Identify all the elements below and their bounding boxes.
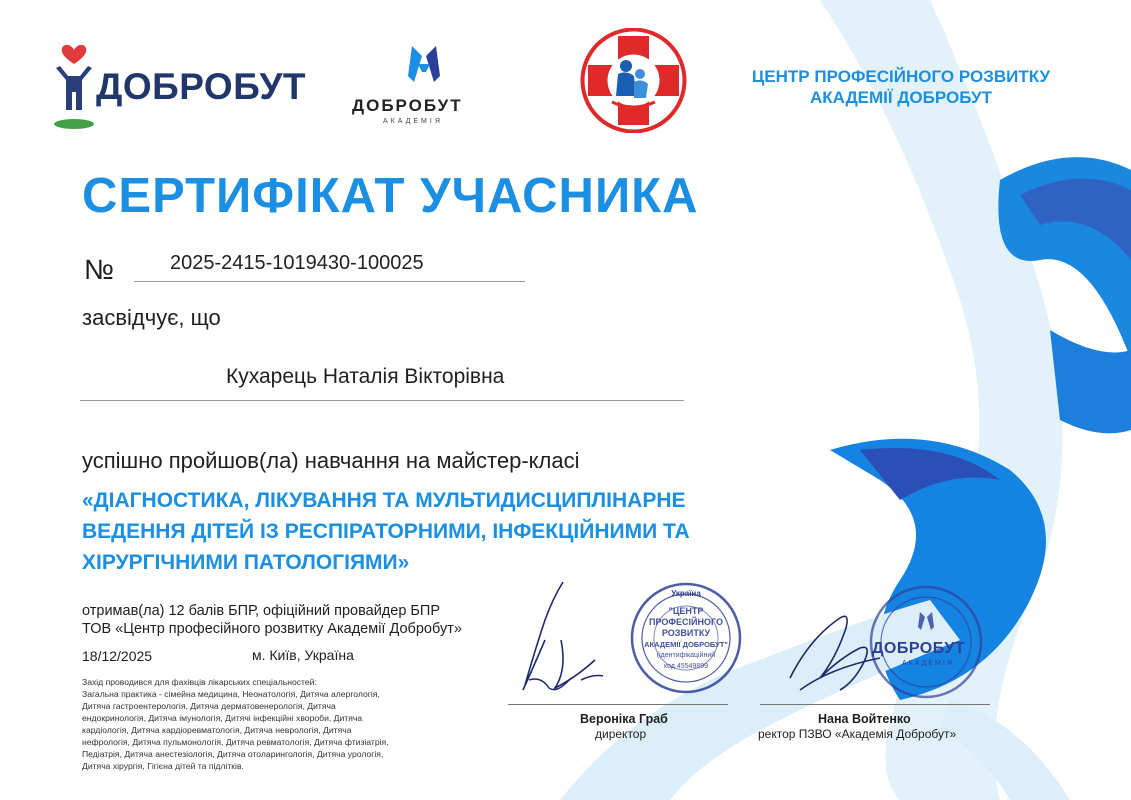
specialties-line: кардіологія, Дитяча кардіоревматологія, Дитяча неврологія, Дитяча (82, 725, 352, 735)
specialties-line: Дитяча хірургія, Гігієна дітей та підлітків. (82, 761, 244, 771)
signer-2-role: ректор ПЗВО «Академія Добробут» (758, 727, 957, 741)
stamp-country: Україна (671, 589, 701, 598)
red-cross-emblem-icon (580, 28, 687, 133)
certifies-text: засвідчує, що (82, 305, 221, 330)
issue-date: 18/12/2025 (82, 648, 153, 664)
center-title-line1: ЦЕНТР ПРОФЕСІЙНОГО РОЗВИТКУ (751, 67, 1051, 86)
stamp-line: (ідентифікаційний (656, 652, 716, 659)
dobrobut-person-heart-icon (52, 40, 96, 132)
specialties-list (82, 676, 472, 772)
provider-line: ТОВ «Центр професійного розвитку Академії Добробут» (82, 621, 462, 637)
academy-stamp-name: ДОБРОБУТ (872, 640, 966, 657)
course-title-line: ВЕДЕННЯ ДІТЕЙ ІЗ РЕСПІРАТОРНИМИ, ІНФЕКЦІЙНИМИ ТА (82, 520, 690, 543)
organization-stamp (630, 582, 742, 694)
academy-stamp-sub: АКАДЕМІЯ (902, 660, 954, 667)
signer-2-name: Нана Войтенко (818, 712, 911, 726)
signer-1-role: директор (595, 727, 647, 741)
course-title-line: ХІРУРГІЧНИМИ ПАТОЛОГІЯМИ» (82, 551, 410, 574)
passed-text: успішно пройшов(ла) навчання на майстер-класі (82, 448, 580, 473)
certificate-title: СЕРТИФІКАТ УЧАСНИКА (82, 169, 699, 223)
signature-2-icon (780, 598, 890, 698)
academy-logo-sub: АКАДЕМІЯ (383, 118, 443, 125)
signature-line-1 (508, 704, 728, 705)
specialties-line: Захід проводився для фахівців лікарських спеціальностей: (82, 677, 317, 687)
signature-line-2 (760, 704, 990, 705)
academy-logo-name: ДОБРОБУТ (352, 96, 463, 115)
center-title-line2: АКАДЕМІЇ ДОБРОБУТ (810, 88, 992, 107)
specialties-line: ендокринологія, Дитяча імунологія, Дитячі інфекційні хвороби, Дитяча (82, 713, 363, 723)
issue-city: м. Київ, Україна (252, 647, 354, 663)
number-underline (134, 281, 525, 282)
center-title (721, 66, 1081, 108)
signature-1-icon (505, 580, 625, 700)
stamp-line: "ЦЕНТР (668, 606, 704, 616)
dobrobut-academy-logo-icon (404, 42, 444, 88)
stamp-line: АКАДЕМІЇ ДОБРОБУТ" (644, 640, 728, 649)
course-title-line: «ДІАГНОСТИКА, ЛІКУВАННЯ ТА МУЛЬТИДИСЦИПЛІНАРНЕ (82, 489, 686, 512)
points-line: отримав(ла) 12 балів БПР, офіційний провайдер БПР (82, 603, 441, 619)
specialties-line: Дитяча гастроентерологія, Дитяча дерматовенерологія, Дитяча (82, 701, 336, 711)
signer-1-name: Вероніка Граб (580, 712, 668, 726)
certificate-number: 2025-2415-1019430-100025 (170, 252, 424, 274)
stamp-line: ПРОФЕСІЙНОГО (649, 617, 723, 627)
dobrobut-logo-text: ДОБРОБУТ (96, 66, 306, 107)
stamp-line: код 45549899 (663, 663, 709, 670)
participant-underline (80, 400, 684, 401)
course-title (82, 485, 842, 578)
participant-name: Кухарець Наталія Вікторівна (226, 365, 505, 388)
stamp-line: РОЗВИТКУ (661, 628, 711, 638)
specialties-line: нефрологія, Дитяча пульмонологія, Дитяча ревматологія, Дитяча фтизіатрія, (82, 737, 389, 747)
specialties-line: Педіатрія, Дитяча анестезіологія, Дитяча отоларингологія, Дитяча урологія, (82, 749, 384, 759)
stamp-body (644, 606, 728, 672)
points-info (82, 602, 462, 638)
specialties-line: Загальна практика - сімейна медицина, Неонатологія, Дитяча алергологія, (82, 689, 380, 699)
number-sign: № (84, 254, 115, 285)
